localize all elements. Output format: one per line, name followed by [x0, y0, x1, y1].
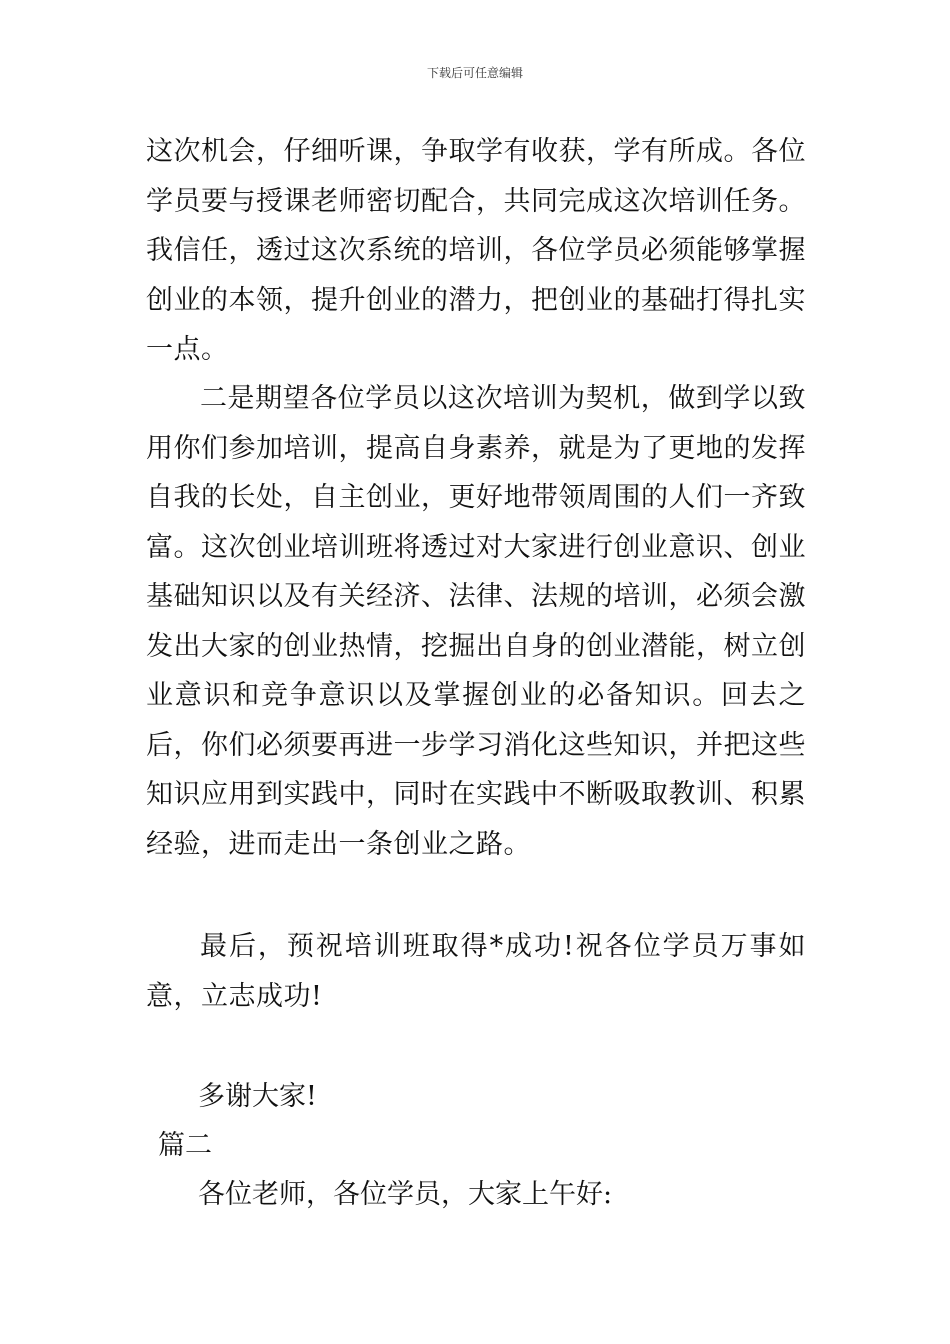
- page-header-note: 下载后可任意编辑: [426, 66, 523, 80]
- paragraph-3: 最后，预祝培训班取得*成功!祝各位学员万事如意，立志成功!: [146, 931, 806, 1012]
- paragraph-1: 这次机会，仔细听课，争取学有收获，学有所成。各位学员要与授课老师密切配合，共同完成这次培训任务。我信任，透过这次系统的培训，各位学员必须能够掌握创业的本领，提升创业的潜力，把创业的基础打得扎实一点。: [146, 136, 806, 365]
- greeting-line: 各位老师，各位学员，大家上午好:: [198, 1179, 613, 1210]
- section-heading: 篇二: [158, 1130, 212, 1161]
- paragraph-2: 二是期望各位学员以这次培训为契机，做到学以致用你们参加培训，提高自身素养，就是为了更地的发挥自我的长处，自主创业，更好地带领周围的人们一齐致富。这次创业培训班将透过对大家进行创业意识、创业基础知识以及有关经济、法律、法规的培训，必须会激发出大家的创业热情，挖掘出自身的创业潜能，树立创业意识和竞争意识以及掌握创业的必备知识。回去之后，你们必须要再进一步学习消化这些知识，并把这些知识应用到实践中，同时在实践中不断吸取教训、积累经验，进而走出一条创业之路。: [146, 383, 806, 860]
- thanks-line: 多谢大家!: [198, 1081, 317, 1112]
